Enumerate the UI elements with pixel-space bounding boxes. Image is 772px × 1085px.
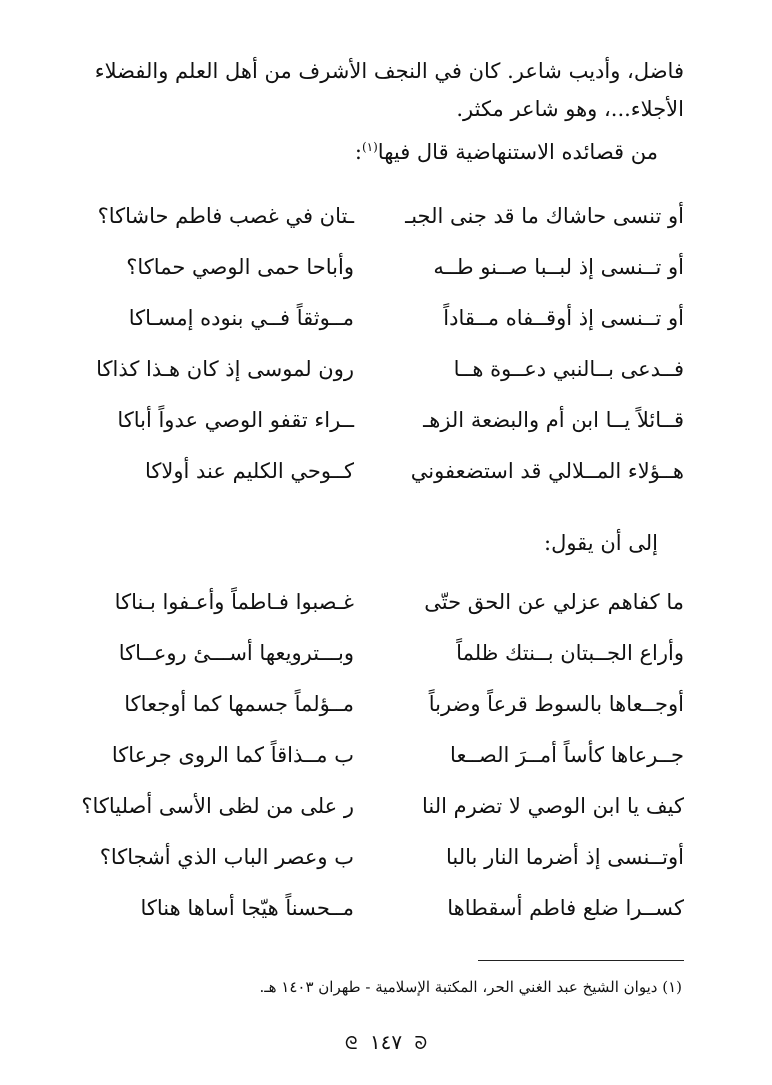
- verse-line: [62, 255, 684, 306]
- verse-second-hemistich: مــحسناً هيّجا أساها هناكا: [140, 896, 354, 920]
- verse-line: [62, 459, 684, 510]
- verse-second-hemistich: كــوحي الكليم عند أولاكا: [145, 459, 354, 483]
- verse-line: [62, 357, 684, 408]
- verse-first-hemistich: أو تنسى حاشاك ما قد جنى الجبـ: [405, 204, 684, 228]
- verse-second-hemistich: ب مــذاقاً كما الروى جرعاكا: [111, 743, 354, 767]
- verse-line: [62, 794, 684, 845]
- poem-block-1: [62, 204, 684, 510]
- verse-second-hemistich: رون لموسى إذ كان هـذا كذاكا: [96, 357, 354, 381]
- verse-second-hemistich: غـصبوا فـاطماً وأعـفوا بـناكا: [114, 590, 354, 614]
- poem-intro: [355, 140, 658, 164]
- verse-second-hemistich: ــراء تقفو الوصي عدواً أباكا: [117, 408, 354, 432]
- verse-line: [62, 896, 684, 947]
- poem-intro-colon: :: [354, 140, 362, 164]
- prose-line-1: فاضل، وأديب شاعر. كان في النجف الأشرف من أهل العلم والفضلاء: [94, 59, 684, 83]
- verse-line: [62, 408, 684, 459]
- verse-second-hemistich: وأباحا حمى الوصي حماكا؟: [126, 255, 354, 279]
- verse-first-hemistich: ما كفاهم عزلي عن الحق حتّى: [424, 590, 684, 614]
- poem-intro-text: من قصائده الاستنهاضية قال فيها: [377, 140, 658, 164]
- prose-line-2: الأجلاء...، وهو شاعر مكثر.: [456, 97, 684, 121]
- biography-paragraph: [62, 52, 684, 128]
- verse-line: [62, 641, 684, 692]
- page-number-footer: [0, 1030, 772, 1054]
- verse-second-hemistich: وبـــترويعها أســـئ روعــاكا: [118, 641, 354, 665]
- verse-first-hemistich: كيف يا ابن الوصي لا تضرم النا: [421, 794, 684, 818]
- verse-first-hemistich: هــؤلاء المــلالي قد استضعفوني: [410, 459, 684, 483]
- verse-line: [62, 692, 684, 743]
- footnote-marker: (١): [361, 140, 378, 154]
- verse-second-hemistich: مــؤلماً جسمها كما أوجعاكا: [124, 692, 354, 716]
- verse-first-hemistich: فــدعى بــالنبي دعــوة هــا: [453, 357, 684, 381]
- poem-block-2: [62, 590, 684, 947]
- verse-first-hemistich: جــرعاها كأساً أمــرَ الصــعا: [450, 743, 684, 767]
- verse-first-hemistich: أوجــعاها بالسوط قرعاً وضرباً: [428, 692, 684, 716]
- verse-second-hemistich: ب وعصر الباب الذي أشجاكا؟: [99, 845, 354, 869]
- verse-first-hemistich: أو تــنسى إذ أوقــفاه مــقاداً: [443, 306, 684, 330]
- verse-line: [62, 590, 684, 641]
- verse-first-hemistich: قــائلاً يــا ابن أم والبضعة الزهـ: [423, 408, 684, 432]
- verse-line: [62, 845, 684, 896]
- verse-first-hemistich: كســرا ضلع فاطم أسقطاها: [447, 896, 684, 920]
- footnote-divider: [478, 960, 684, 961]
- verse-second-hemistich: ـتان في غصب فاطم حاشاكا؟: [97, 204, 354, 228]
- ornament-right-icon: ᘐ: [414, 1033, 428, 1054]
- verse-first-hemistich: أو تــنسى إذ لبــبا صــنو طــه: [433, 255, 684, 279]
- footnote: (١) ديوان الشيخ عبد الغني الحر، المكتبة الإسلامية - طهران ١٤٠٣ هـ.: [259, 978, 682, 996]
- verse-line: [62, 204, 684, 255]
- verse-second-hemistich: مــوثقاً فــي بنوده إمسـاكا: [128, 306, 354, 330]
- ornament-left-icon: ᘓ: [344, 1033, 358, 1054]
- verse-first-hemistich: وأراع الجــبتان بــنتك ظلماً: [456, 641, 684, 665]
- verse-second-hemistich: ر على من لظى الأسى أصلياكا؟: [81, 794, 354, 818]
- verse-line: [62, 743, 684, 794]
- poem-bridge-text: إلى أن يقول:: [544, 531, 658, 555]
- verse-first-hemistich: أوتــنسى إذ أضرما النار بالبا: [446, 845, 684, 869]
- page-number: ١٤٧: [369, 1030, 403, 1054]
- verse-line: [62, 306, 684, 357]
